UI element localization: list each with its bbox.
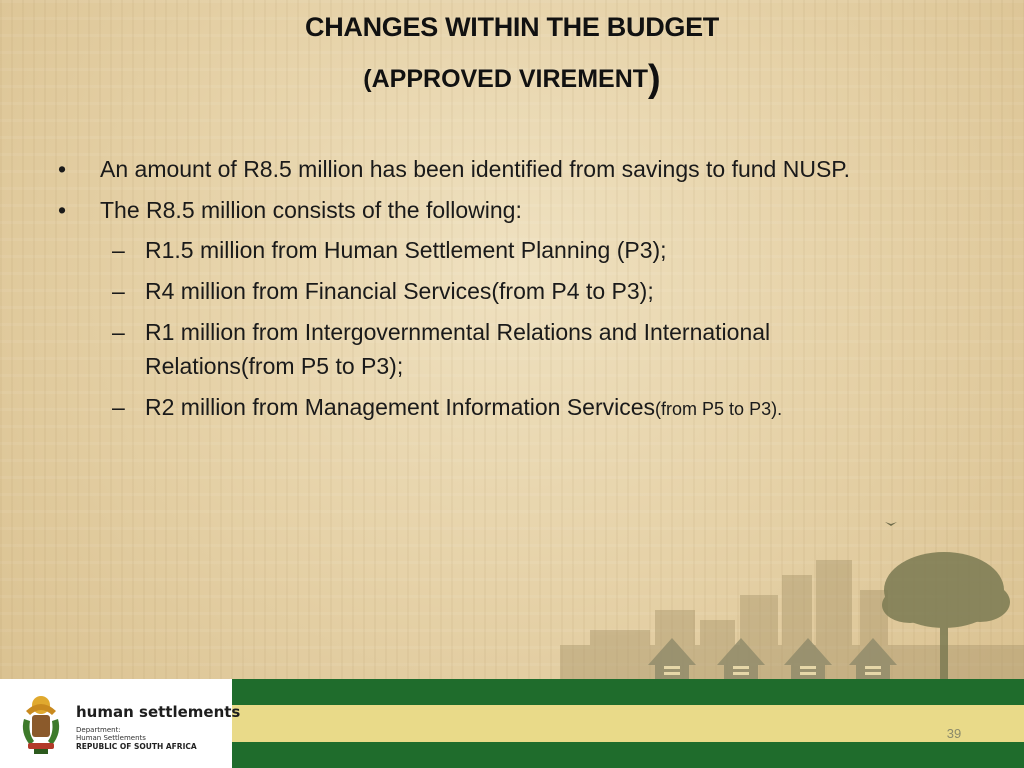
country-label: REPUBLIC OF SOUTH AFRICA — [76, 742, 197, 751]
sub-bullet-marker: – — [112, 237, 125, 263]
sub-bullet-text-small: (from P5 to P3). — [655, 399, 783, 419]
footer-band-bottom — [232, 742, 1024, 768]
sub-bullet-item — [112, 315, 905, 383]
department-label — [76, 726, 146, 742]
sub-bullet-marker: – — [112, 394, 125, 420]
bullet-marker: • — [58, 156, 67, 182]
bullet-text: An amount of R8.5 million has been identified from savings to fund NUSP. — [100, 156, 851, 182]
sub-bullet-text: R2 million from Management Information Services — [145, 394, 656, 420]
slide-subtitle-paren: ) — [648, 58, 661, 100]
bullet-item — [58, 152, 1000, 186]
sub-bullet-text: R1.5 million from Human Settlement Planning (P3); — [145, 237, 667, 263]
slide-subtitle-text: (APPROVED VIREMENT — [363, 65, 649, 93]
bullet-marker: • — [58, 197, 67, 223]
footer-band-top — [232, 679, 1024, 705]
footer-band-middle — [232, 705, 1024, 742]
bullet-text: The R8.5 million consists of the following: — [100, 197, 522, 223]
page-number: 39 — [946, 726, 962, 741]
sub-bullet-text-continued: Relations(from P5 to P3); — [145, 353, 404, 379]
slide-subtitle — [0, 58, 1024, 101]
bullet-item — [58, 193, 1000, 227]
sub-bullet-text: R4 million from Financial Services(from P4 to P3); — [145, 278, 654, 304]
sub-bullet-item — [112, 274, 905, 308]
department-line-1: Department: — [76, 726, 121, 734]
coat-of-arms-icon — [14, 693, 68, 757]
department-line-2: Human Settlements — [76, 734, 146, 742]
sub-bullet-marker: – — [112, 278, 125, 304]
sub-bullet-item — [112, 390, 905, 426]
brand-name: human settlements — [76, 703, 241, 721]
slide-title: CHANGES WITHIN THE BUDGET — [305, 12, 719, 42]
city-skyline-illustration — [560, 520, 1024, 680]
sub-bullet-item — [112, 233, 905, 267]
sub-bullet-text: R1 million from Intergovernmental Relations and International — [145, 319, 771, 345]
footer-logo-panel — [0, 679, 232, 768]
sub-bullet-marker: – — [112, 319, 125, 345]
